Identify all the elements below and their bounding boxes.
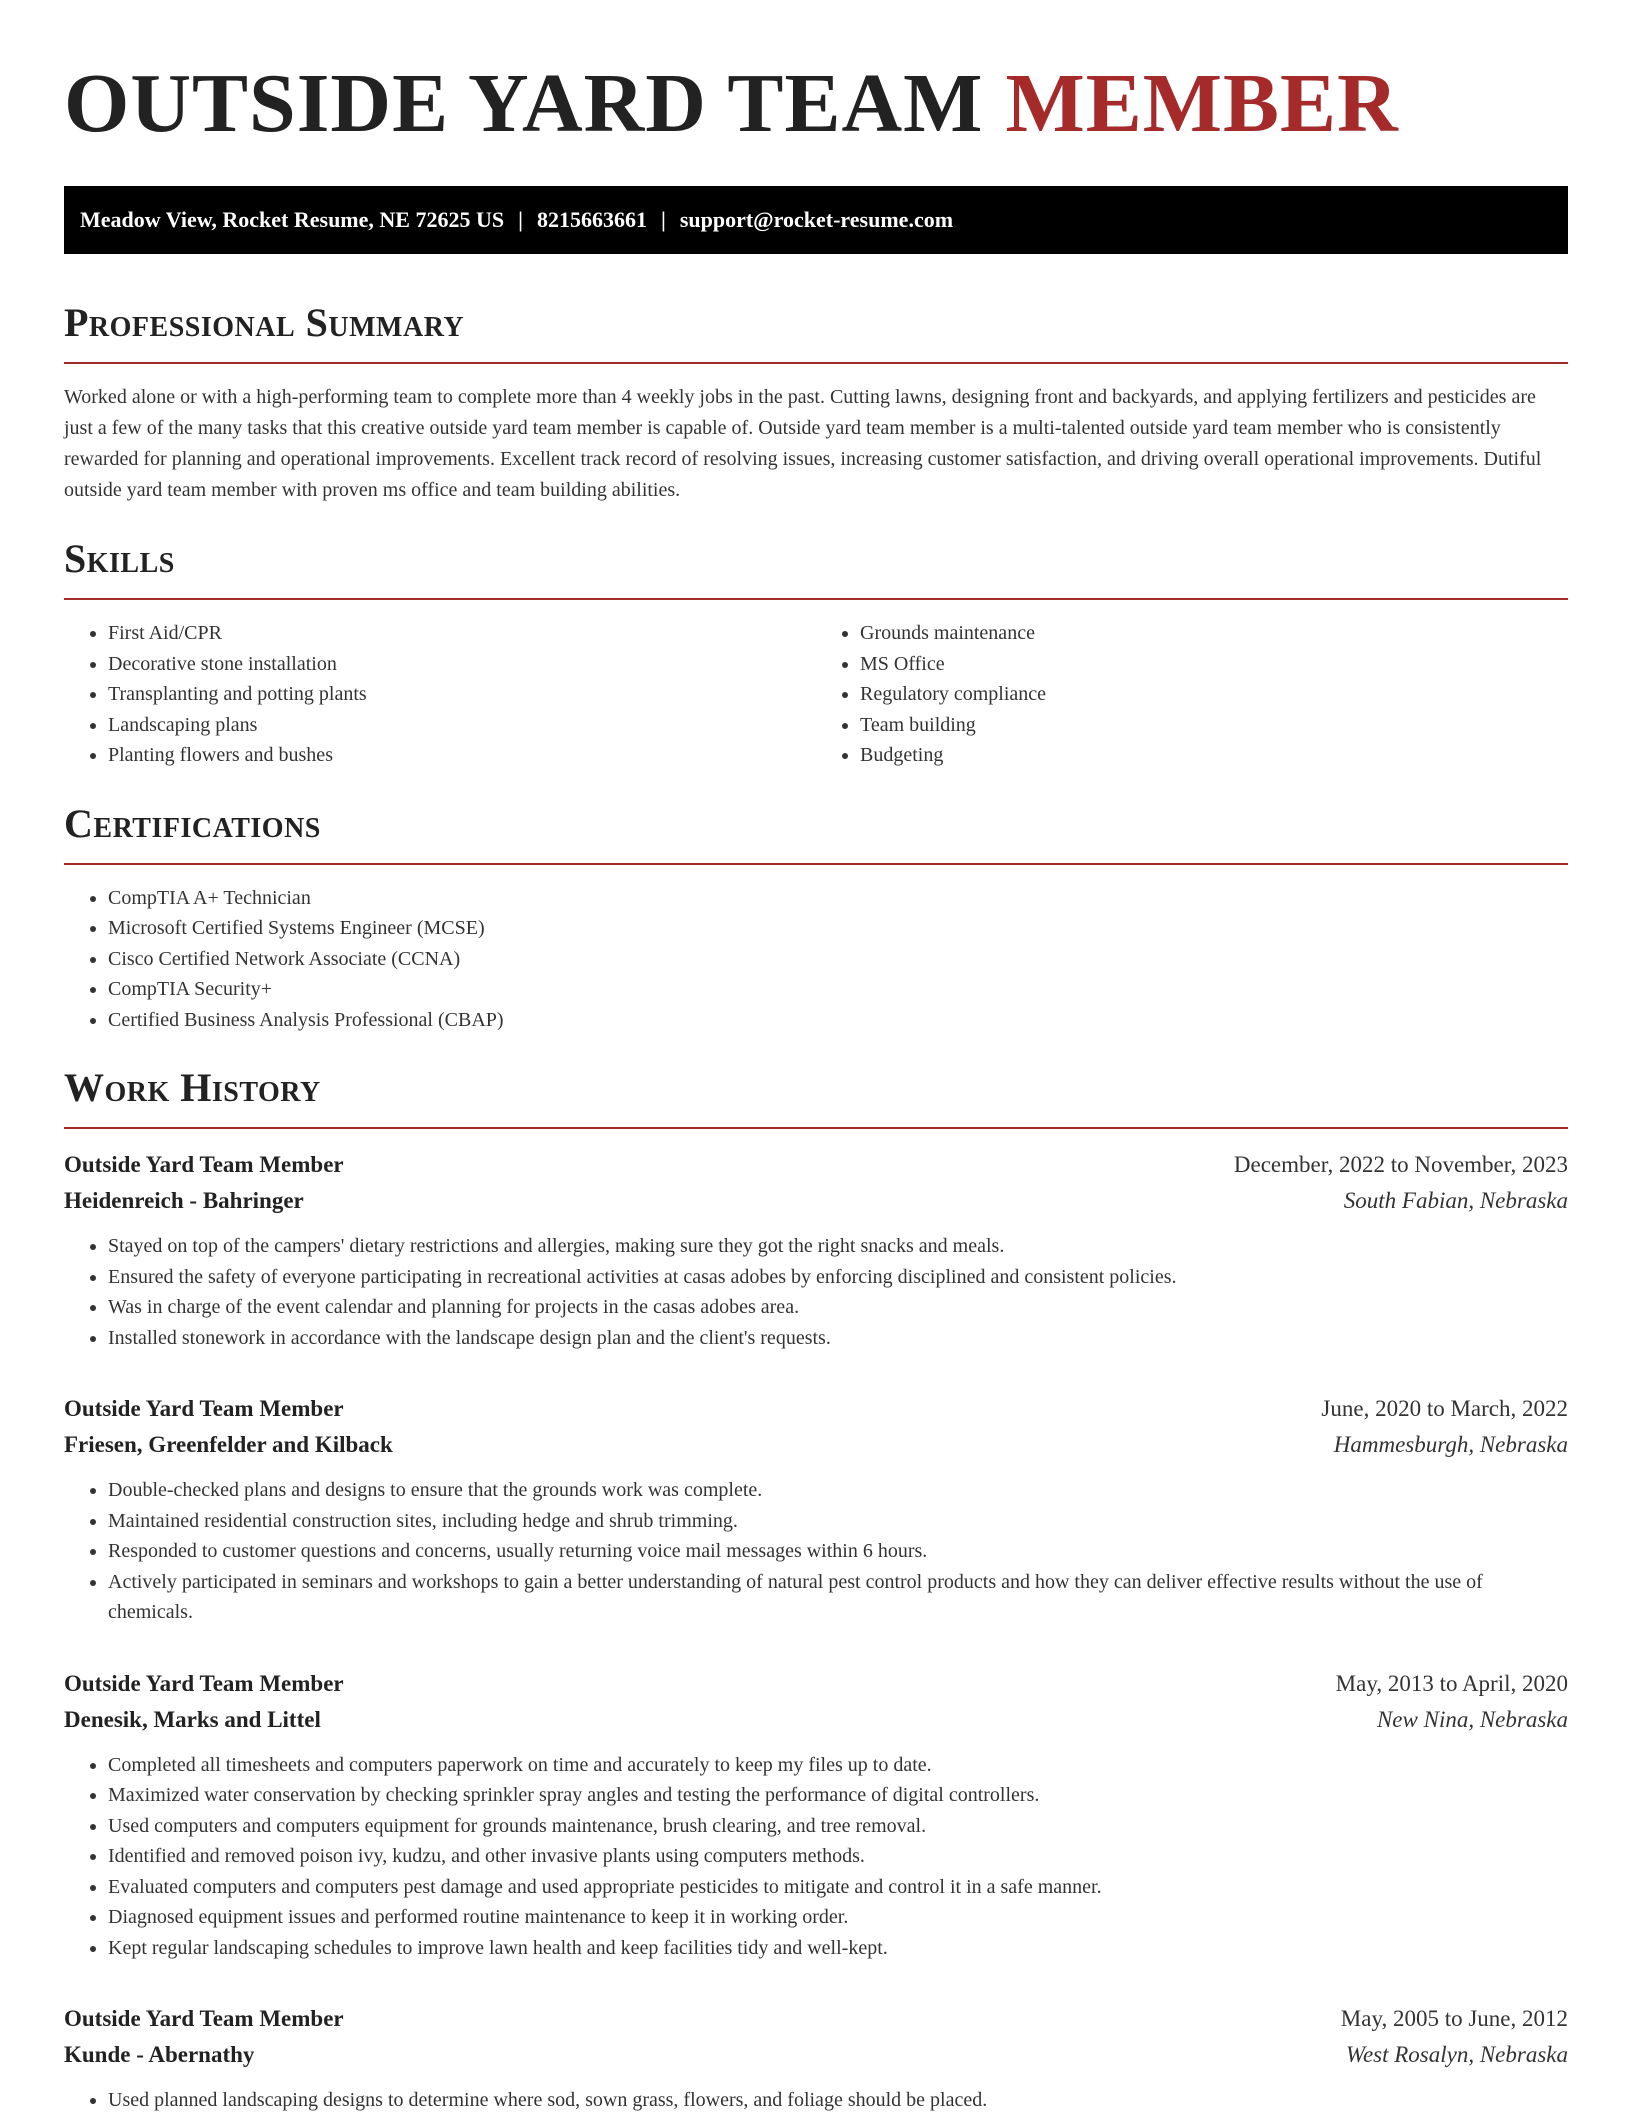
job-bullet: • Identified and removed poison ivy, kudzu, and other invasive plants using computers methods. xyxy=(108,1841,1568,1872)
job-bullet: • Completed all timesheets and computers paperwork on time and accurately to keep my files up to date. xyxy=(108,1750,1568,1781)
job-bullet: • Was in charge of the event calendar and planning for projects in the casas adobes area. xyxy=(108,1292,1568,1323)
certification-item: • Microsoft Certified Systems Engineer (MCSE) xyxy=(108,913,1568,944)
contact-email: support@rocket-resume.com xyxy=(679,207,954,232)
contact-phone: 8215663661 xyxy=(536,207,647,232)
job-company: Denesik, Marks and Littel xyxy=(64,1706,321,1732)
job-bullet: • Responded to customer questions and concerns, usually returning voice mail messages within 6 hours. xyxy=(108,1536,1568,1567)
section-divider xyxy=(64,362,1568,364)
job-title: Outside Yard Team Member xyxy=(64,2006,344,2031)
job-bullet: • Maintained residential construction sites, including hedge and shrub trimming. xyxy=(108,1506,1568,1537)
job-entry xyxy=(64,2001,1568,2116)
certification-item: • CompTIA A+ Technician xyxy=(108,883,1568,914)
certifications-section xyxy=(64,801,1568,1036)
summary-text: Worked alone or with a high-performing team to complete more than 4 weekly jobs in the past. Cutting lawns, designing front and backyards, and applying fertilizers and pesticides are just a few of the many tasks that this creative outside yard team member is capable of. Outside yard team member is a multi-talented outside yard team member who is consistently rewarded for planning and operational improvements. Excellent track record of resolving issues, increasing customer satisfaction, and driving overall operational improvements. Dutiful outside yard team member with proven ms office and team building abilities. xyxy=(64,386,1542,501)
job-location: New Nina, Nebraska xyxy=(1376,1706,1568,1732)
job-bullet: • Stayed on top of the campers' dietary restrictions and allergies, making sure they got the right snacks and meals. xyxy=(108,1231,1568,1262)
job-title: Outside Yard Team Member xyxy=(64,1670,344,1696)
job-dates: May, 2013 to April, 2020 xyxy=(1335,1670,1568,1696)
job-title: Outside Yard Team Member xyxy=(64,1396,344,1421)
skill-item: • Landscaping plans xyxy=(108,710,816,741)
contact-address: Meadow View, Rocket Resume, NE 72625 US xyxy=(80,207,505,232)
certifications-list xyxy=(64,883,1568,1036)
job-entry xyxy=(64,1666,1568,1964)
job-entry xyxy=(64,1391,1568,1628)
job-title: Outside Yard Team Member xyxy=(64,1152,344,1177)
job-bullet: • Installed stonework in accordance with the landscape design plan and the client's requests. xyxy=(108,1323,1568,1354)
contact-separator: | xyxy=(518,207,523,232)
job-location: West Rosalyn, Nebraska xyxy=(1345,2042,1568,2067)
skill-item: • Planting flowers and bushes xyxy=(108,740,816,771)
job-bullets xyxy=(64,1231,1568,1353)
resume-name xyxy=(64,0,1568,152)
section-divider xyxy=(64,1127,1568,1129)
section-title-work-history: Work History xyxy=(64,1065,321,1110)
job-entry xyxy=(64,1147,1568,1353)
skills-list-left xyxy=(64,618,816,771)
job-bullet: • Ensured the safety of everyone participating in recreational activities at casas adobes by enforcing disciplined and consistent policies. xyxy=(108,1262,1568,1293)
skills-columns xyxy=(64,618,1568,771)
job-company: Kunde - Abernathy xyxy=(64,2042,255,2067)
job-bullet: • Actively participated in seminars and workshops to gain a better understanding of natural pest control products and how they can deliver effective results without the use of chemicals. xyxy=(108,1567,1568,1628)
certification-item: • CompTIA Security+ xyxy=(108,974,1568,1005)
job-dates: May, 2005 to June, 2012 xyxy=(1340,2006,1568,2031)
job-bullets xyxy=(64,1475,1568,1628)
job-bullets xyxy=(64,2085,1568,2116)
job-bullet: • Used planned landscaping designs to determine where sod, sown grass, flowers, and foliage should be placed. xyxy=(108,2085,1568,2116)
job-bullet: • Double-checked plans and designs to ensure that the grounds work was complete. xyxy=(108,1475,1568,1506)
skill-item: • MS Office xyxy=(860,649,1568,680)
job-bullets xyxy=(64,1750,1568,1964)
job-company: Heidenreich - Bahringer xyxy=(64,1188,304,1213)
skills-list-right xyxy=(816,618,1568,771)
job-dates: December, 2022 to November, 2023 xyxy=(1233,1152,1568,1177)
name-main: OUTSIDE YARD TEAM xyxy=(64,57,984,150)
job-bullet: • Kept regular landscaping schedules to improve lawn health and keep facilities tidy and well-kept. xyxy=(108,1933,1568,1964)
summary-section xyxy=(64,300,1568,506)
skill-item: • Decorative stone installation xyxy=(108,649,816,680)
job-bullet: • Evaluated computers and computers pest damage and used appropriate pesticides to mitigate and control it in a safe manner. xyxy=(108,1872,1568,1903)
section-title-skills: Skills xyxy=(64,536,175,581)
skill-item: • Transplanting and potting plants xyxy=(108,679,816,710)
job-company: Friesen, Greenfelder and Kilback xyxy=(64,1432,393,1457)
skill-item: • Team building xyxy=(860,710,1568,741)
contact-separator: | xyxy=(660,207,666,232)
skills-section xyxy=(64,536,1568,771)
section-divider xyxy=(64,863,1568,865)
skill-item: • First Aid/CPR xyxy=(108,618,816,649)
section-title-summary: Professional Summary xyxy=(64,300,465,345)
certification-item: • Cisco Certified Network Associate (CCNA) xyxy=(108,944,1568,975)
job-location: South Fabian, Nebraska xyxy=(1343,1188,1568,1213)
section-divider xyxy=(64,598,1568,600)
name-accent: MEMBER xyxy=(1005,57,1399,150)
job-dates: June, 2020 to March, 2022 xyxy=(1321,1396,1568,1421)
skill-item: • Budgeting xyxy=(860,740,1568,771)
contact-bar xyxy=(64,186,1568,254)
job-bullet: • Maximized water conservation by checking sprinkler spray angles and testing the performance of digital controllers. xyxy=(108,1780,1568,1811)
work-history-section xyxy=(64,1065,1568,2116)
job-bullet: • Used computers and computers equipment for grounds maintenance, brush clearing, and tree removal. xyxy=(108,1811,1568,1842)
job-location: Hammesburgh, Nebraska xyxy=(1333,1432,1568,1457)
skill-item: • Grounds maintenance xyxy=(860,618,1568,649)
section-title-certifications: Certifications xyxy=(64,800,321,846)
job-bullet: • Diagnosed equipment issues and performed routine maintenance to keep it in working order. xyxy=(108,1902,1568,1933)
certification-item: • Certified Business Analysis Professional (CBAP) xyxy=(108,1005,1568,1036)
skill-item: • Regulatory compliance xyxy=(860,679,1568,710)
